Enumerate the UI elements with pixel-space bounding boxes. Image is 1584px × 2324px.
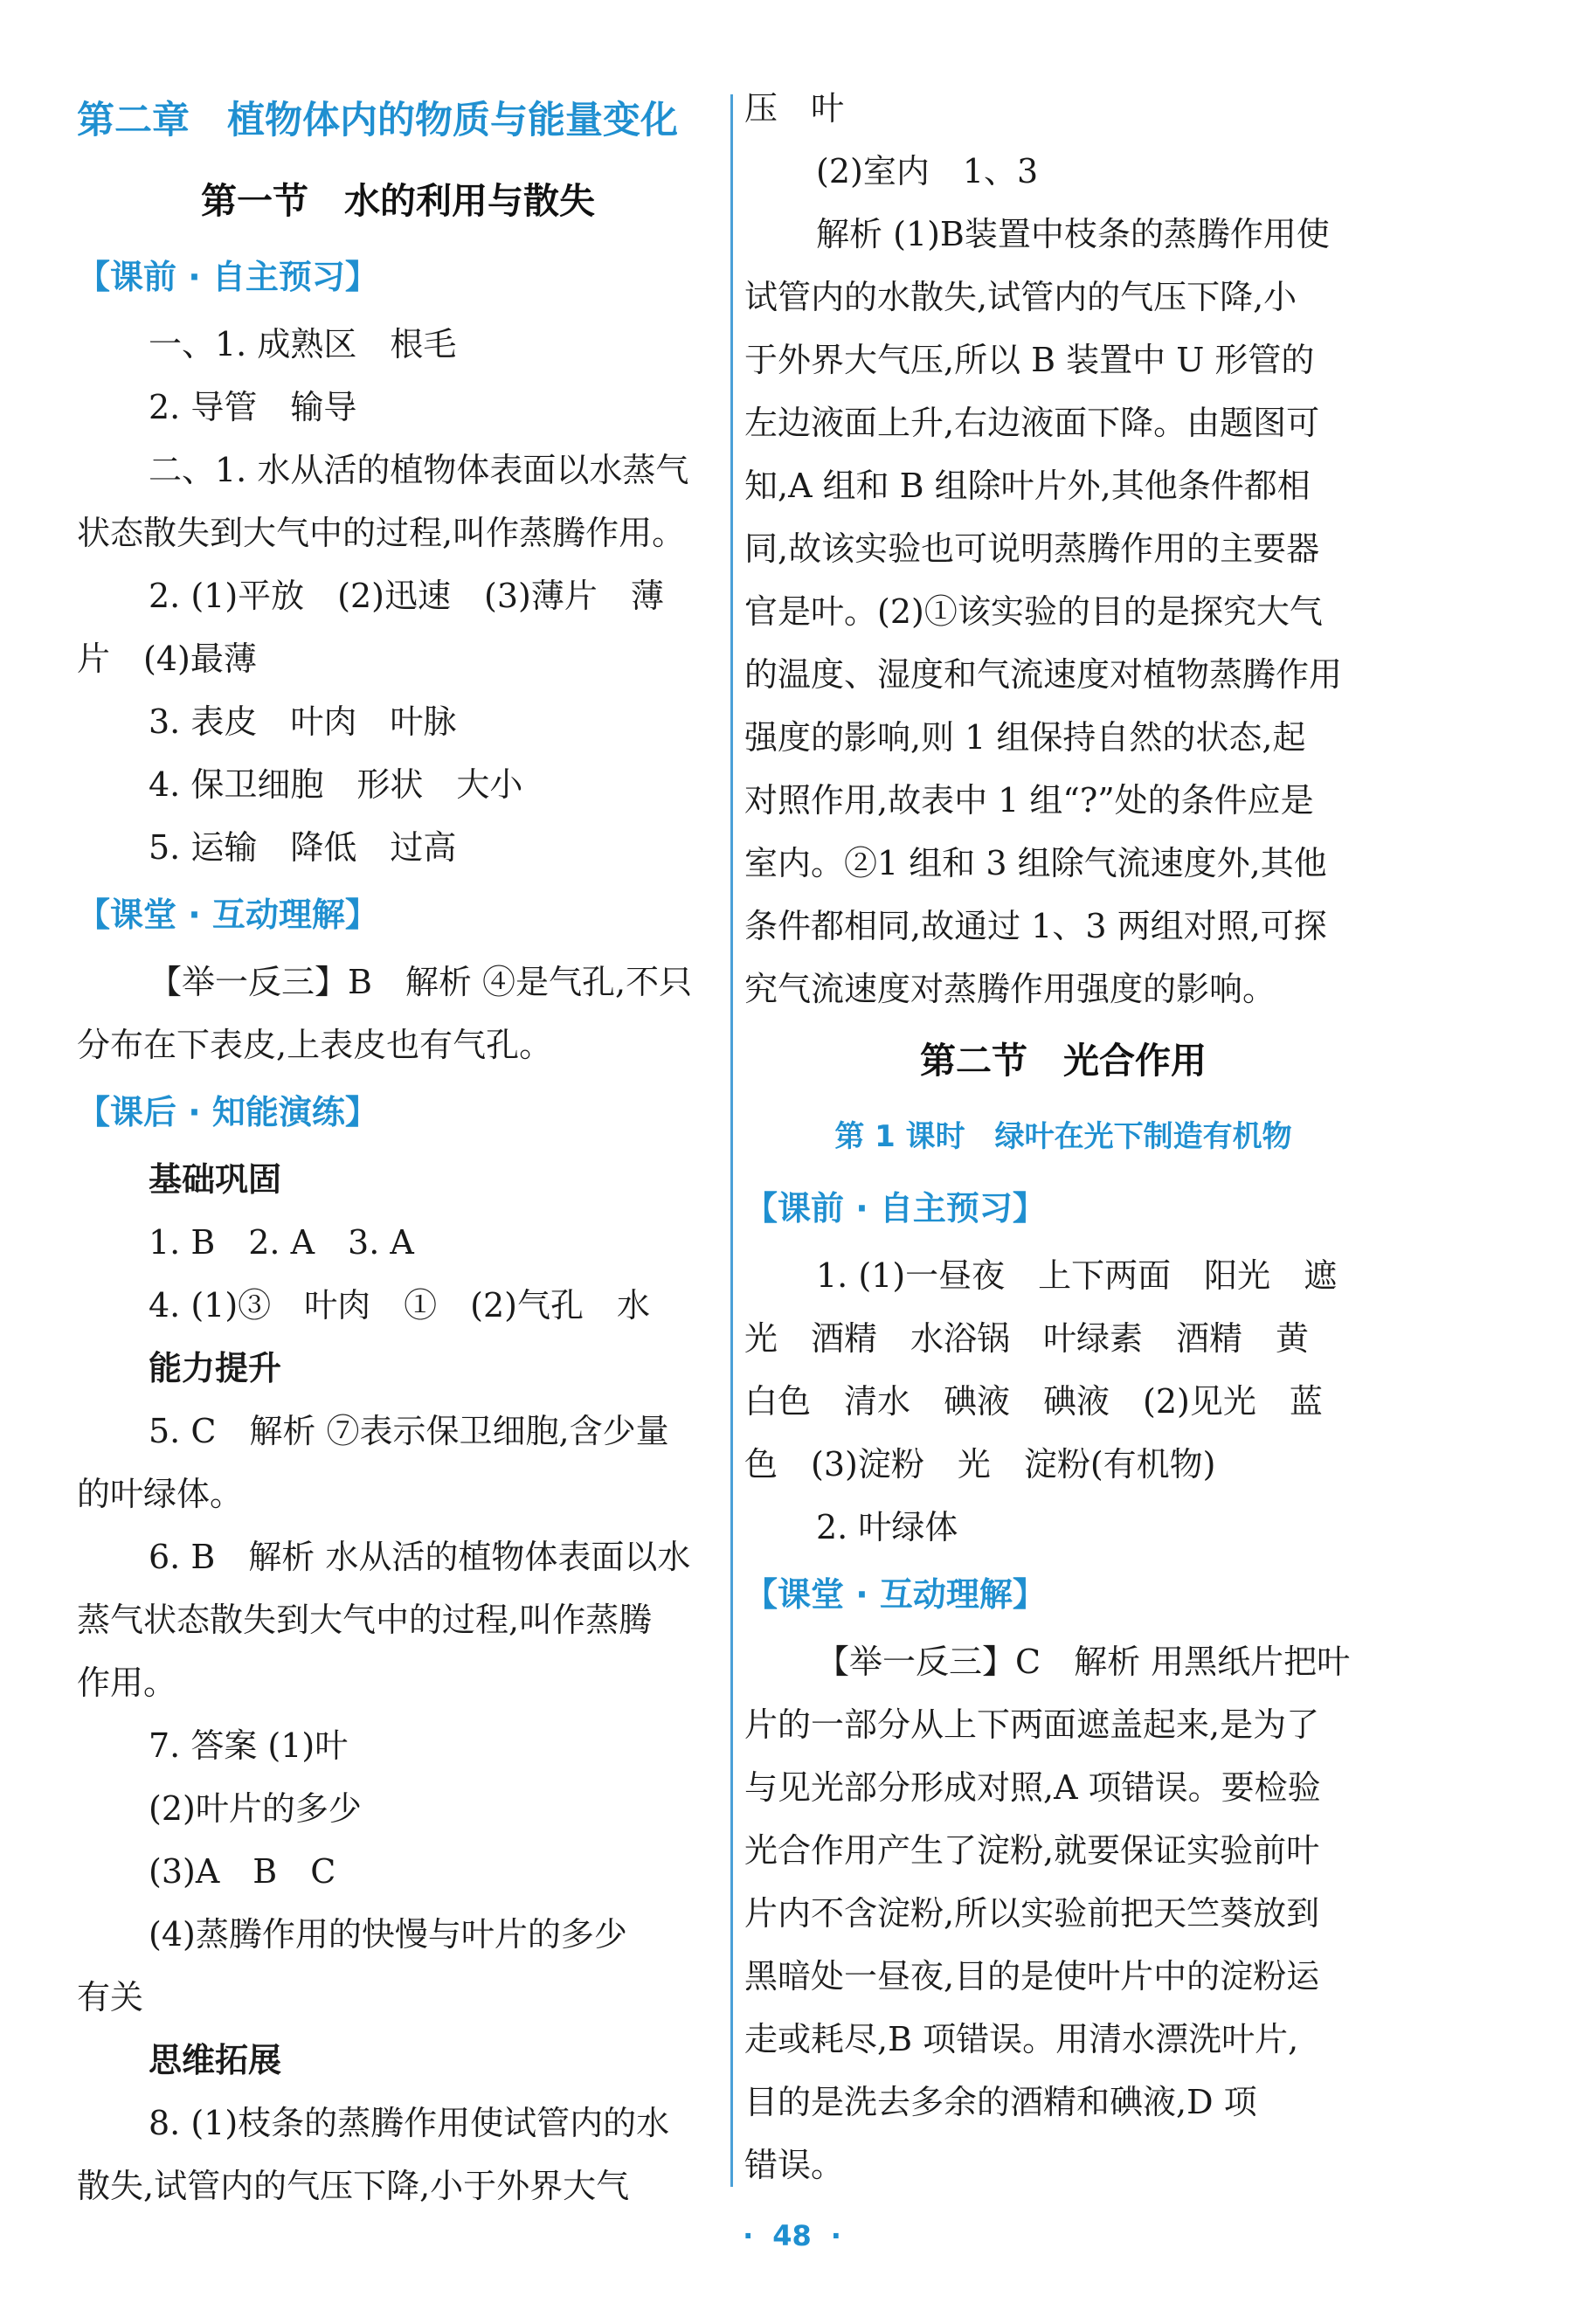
answer-line: 5. 运输 降低 过高	[149, 828, 457, 867]
answer-line: 解析 (1)B装置中枝条的蒸腾作用使	[816, 215, 1330, 253]
answer-line: 一、1. 成熟区 根毛	[149, 325, 457, 363]
answer-line: 【举一反三】B 解析 ④是气孔,不只	[149, 963, 693, 1001]
answer-line: 试管内的水散失,试管内的气压下降,小	[744, 278, 1297, 316]
answer-line: 片的一部分从上下两面遮盖起来,是为了	[744, 1705, 1320, 1744]
answer-line: (3)A B C	[149, 1852, 336, 1891]
right-column	[744, 77, 1382, 2196]
tag-class-interaction: 【课堂 · 互动理解】	[77, 896, 378, 934]
left-column	[77, 80, 719, 2217]
answer-line: 片内不含淀粉,所以实验前把天竺葵放到	[744, 1894, 1320, 1933]
answer-line: 3. 表皮 叶肉 叶脉	[149, 702, 457, 741]
answer-line: 的叶绿体。	[77, 1475, 244, 1513]
page-dot-left: ·	[743, 2219, 754, 2252]
answer-line: 走或耗尽,B 项错误。用清水漂洗叶片,	[744, 2020, 1299, 2058]
answer-line: 对照作用,故表中 1 组“?”处的条件应是	[744, 781, 1314, 820]
answer-line: 二、1. 水从活的植物体表面以水蒸气	[149, 451, 689, 489]
answer-line: 7. 答案 (1)叶	[149, 1726, 349, 1765]
answer-line: 片 (4)最薄	[77, 640, 257, 678]
answer-line: 的温度、湿度和气流速度对植物蒸腾作用	[744, 655, 1343, 694]
answer-line: 分布在下表皮,上表皮也有气孔。	[77, 1026, 553, 1064]
answer-line: 压 叶	[744, 89, 845, 128]
answer-line: 蒸气状态散失到大气中的过程,叫作蒸腾	[77, 1601, 653, 1639]
answer-line: 强度的影响,则 1 组保持自然的状态,起	[744, 718, 1306, 757]
answer-line: 状态散失到大气中的过程,叫作蒸腾作用。	[77, 514, 686, 552]
subsection-expand: 思维拓展	[149, 2041, 282, 2079]
answer-line: 知,A 组和 B 组除叶片外,其他条件都相	[744, 467, 1311, 505]
answer-line: 同,故该实验也可说明蒸腾作用的主要器	[744, 529, 1320, 568]
section-title-2: 第二节 光合作用	[920, 1040, 1207, 1082]
answer-line: 色 (3)淀粉 光 淀粉(有机物)	[744, 1445, 1216, 1484]
tag-pre-study-2: 【课前 · 自主预习】	[744, 1189, 1046, 1228]
answer-line: 1. (1)一昼夜 上下两面 阳光 遮	[816, 1256, 1338, 1295]
chapter-title: 第二章 植物体内的物质与能量变化	[77, 99, 678, 142]
answer-line: 4. 保卫细胞 形状 大小	[149, 765, 523, 804]
column-divider	[730, 94, 733, 2187]
answer-line: 2. (1)平放 (2)迅速 (3)薄片 薄	[149, 577, 664, 615]
tag-after-class: 【课后 · 知能演练】	[77, 1093, 378, 1131]
answer-line: 目的是洗去多余的酒精和碘液,D 项	[744, 2083, 1257, 2121]
subsection-ability: 能力提升	[149, 1349, 282, 1387]
tag-class-interaction-2: 【课堂 · 互动理解】	[744, 1575, 1046, 1614]
answer-line: 6. B 解析 水从活的植物体表面以水	[149, 1538, 691, 1576]
answer-line: 室内。②1 组和 3 组除气流速度外,其他	[744, 844, 1327, 882]
answer-line: 5. C 解析 ⑦表示保卫细胞,含少量	[149, 1412, 669, 1450]
answer-line: 8. (1)枝条的蒸腾作用使试管内的水	[149, 2104, 670, 2142]
tag-pre-study: 【课前 · 自主预习】	[77, 258, 378, 296]
answer-line: 光合作用产生了淀粉,就要保证实验前叶	[744, 1831, 1320, 1870]
answer-line: (2)叶片的多少	[149, 1789, 362, 1828]
answer-line: 散失,试管内的气压下降,小于外界大气	[77, 2167, 630, 2205]
answer-line: 左边液面上升,右边液面下降。由题图可	[744, 404, 1320, 442]
section-title-1: 第一节 水的利用与散失	[201, 180, 595, 222]
answer-line: 错误。	[744, 2146, 845, 2184]
answer-line: 光 酒精 水浴锅 叶绿素 酒精 黄	[744, 1319, 1310, 1358]
answer-line: 官是叶。(2)①该实验的目的是探究大气	[744, 592, 1323, 631]
page-number	[0, 2219, 1584, 2252]
answer-line: 于外界大气压,所以 B 装置中 U 形管的	[744, 341, 1315, 379]
answer-line: 作用。	[77, 1663, 177, 1702]
answer-line: 4. (1)③ 叶肉 ① (2)气孔 水	[149, 1286, 650, 1325]
answer-line: 有关	[77, 1978, 144, 2016]
answer-line: 与见光部分形成对照,A 项错误。要检验	[744, 1768, 1321, 1807]
answer-line: 2. 叶绿体	[816, 1508, 958, 1546]
page-number-value: 48	[772, 2219, 812, 2252]
answer-line: 1. B 2. A 3. A	[149, 1223, 414, 1262]
answer-line: (2)室内 1、3	[816, 152, 1039, 190]
answer-line: 2. 导管 输导	[149, 388, 357, 426]
answer-line: 黑暗处一昼夜,目的是使叶片中的淀粉运	[744, 1957, 1320, 1995]
page-dot-right: ·	[830, 2219, 841, 2252]
answer-line: 究气流速度对蒸腾作用强度的影响。	[744, 970, 1276, 1008]
subsection-basic: 基础巩固	[149, 1160, 282, 1199]
answer-line: 【举一反三】C 解析 用黑纸片把叶	[816, 1643, 1351, 1681]
answer-line: 白色 清水 碘液 碘液 (2)见光 蓝	[744, 1382, 1323, 1421]
answer-line: (4)蒸腾作用的快慢与叶片的多少	[149, 1915, 627, 1954]
lesson-title: 第 1 课时 绿叶在光下制造有机物	[834, 1119, 1292, 1154]
answer-line: 条件都相同,故通过 1、3 两组对照,可探	[744, 907, 1327, 945]
